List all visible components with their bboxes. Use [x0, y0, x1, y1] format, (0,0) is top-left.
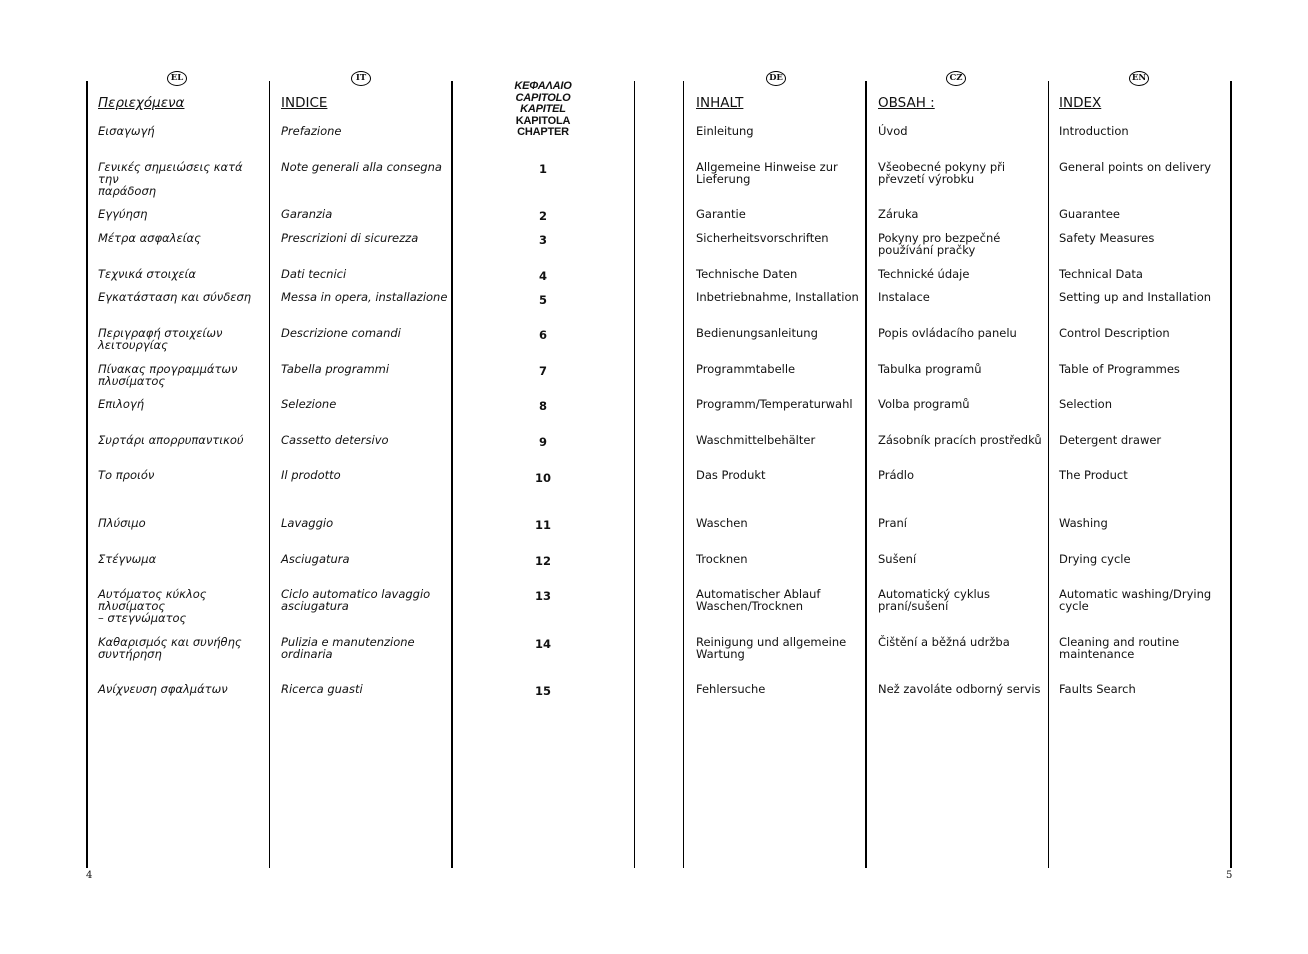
- column-en: [1059, 0, 1227, 870]
- toc-item: Prádlo: [878, 468, 915, 482]
- column-divider: [269, 81, 270, 868]
- toc-item: Guarantee: [1059, 207, 1120, 221]
- chapter-number: 13: [534, 589, 551, 603]
- toc-item: Table of Programmes: [1059, 362, 1180, 376]
- column-title-it: INDICE: [281, 95, 328, 111]
- toc-item: Technical Data: [1059, 267, 1143, 281]
- column-divider: [865, 81, 867, 868]
- toc-item: Fehlersuche: [696, 682, 766, 696]
- toc-item: Εισαγωγή: [98, 124, 155, 138]
- chapter-number: 12: [534, 554, 551, 568]
- language-badge-el: EL: [167, 71, 187, 86]
- toc-item: Introduction: [1059, 124, 1129, 138]
- toc-item: Prescrizioni di sicurezza: [281, 231, 419, 245]
- column-title-de: INHALT: [696, 95, 744, 111]
- toc-item: Note generali alla consegna: [281, 160, 442, 174]
- toc-item: Inbetriebnahme, Installation: [696, 290, 859, 304]
- chapter-number: 6: [538, 328, 547, 342]
- toc-item: Instalace: [878, 290, 930, 304]
- toc-item: Il prodotto: [281, 468, 341, 482]
- toc-item: Einleitung: [696, 124, 754, 138]
- chapter-heading-line: KAPITEL: [520, 103, 566, 115]
- toc-item: Waschmittelbehälter: [696, 433, 816, 447]
- toc-item: Záruka: [878, 207, 919, 221]
- chapter-number: 8: [538, 399, 547, 413]
- chapter-number: 7: [538, 364, 547, 378]
- column-de: [696, 0, 864, 870]
- column-cz: [878, 0, 1046, 870]
- toc-item: Επιλογή: [98, 397, 145, 411]
- column-divider: [1230, 81, 1232, 868]
- toc-item: Technické údaje: [878, 267, 970, 281]
- column-divider: [1048, 81, 1049, 868]
- language-badge-cz: CZ: [946, 71, 966, 86]
- toc-item: Garanzia: [281, 207, 333, 221]
- toc-item: Ciclo automatico lavaggio asciugatura: [281, 587, 431, 613]
- toc-item: Setting up and Installation: [1059, 290, 1212, 304]
- toc-item: Programm/Temperaturwahl: [696, 397, 853, 411]
- toc-item: Sušení: [878, 552, 917, 566]
- chapter-number: 5: [538, 293, 547, 307]
- language-badge-it: IT: [351, 71, 371, 86]
- toc-item: Trocknen: [696, 552, 748, 566]
- toc-item: Prefazione: [281, 124, 342, 138]
- toc-item: Τεχνικά στοιχεία: [98, 267, 197, 281]
- toc-item: Selection: [1059, 397, 1112, 411]
- toc-item: Tabella programmi: [281, 362, 390, 376]
- toc-item: Cleaning and routine maintenance: [1059, 635, 1180, 661]
- column-title-en: INDEX: [1059, 95, 1102, 111]
- toc-item: Το προιόν: [98, 468, 155, 482]
- chapter-number: 2: [538, 209, 547, 223]
- toc-item: Descrizione comandi: [281, 326, 401, 340]
- toc-item: Control Description: [1059, 326, 1170, 340]
- chapter-number: 1: [538, 162, 547, 176]
- toc-item: Αυτόματος κύκλος πλυσίματος – στεγνώματος: [98, 587, 207, 625]
- page-number-right: 5: [1226, 870, 1233, 881]
- toc-item: Čištění a běžná udržba: [878, 635, 1010, 649]
- toc-item: Automatic washing/Drying cycle: [1059, 587, 1212, 613]
- toc-item: Περιγραφή στοιχείων λειτουργίας: [98, 326, 223, 352]
- toc-item: Γενικές σημειώσεις κατά την παράδοση: [98, 160, 243, 198]
- language-badge-en: EN: [1129, 71, 1149, 86]
- toc-item: Waschen: [696, 516, 748, 530]
- column-divider: [683, 81, 684, 868]
- toc-item: Bedienungsanleitung: [696, 326, 818, 340]
- toc-item: Εγκατάσταση και σύνδεση: [98, 290, 252, 304]
- toc-item: Safety Measures: [1059, 231, 1155, 245]
- chapter-number: 9: [538, 435, 547, 449]
- column-divider: [451, 81, 453, 868]
- column-divider: [634, 81, 635, 868]
- column-divider: [86, 81, 88, 868]
- toc-item: Washing: [1059, 516, 1108, 530]
- page-number-left: 4: [86, 870, 93, 881]
- toc-item: Pokyny pro bezpečné používání pračky: [878, 231, 1001, 257]
- toc-item: Volba programů: [878, 397, 970, 411]
- toc-item: Dati tecnici: [281, 267, 347, 281]
- column-title-el: Περιεχόμενα: [98, 95, 185, 111]
- chapter-number: 3: [538, 233, 547, 247]
- chapter-number: 10: [534, 471, 551, 485]
- chapter-number: 4: [538, 269, 547, 283]
- column-it: [281, 0, 451, 870]
- chapter-heading: [483, 81, 603, 139]
- toc-item: Asciugatura: [281, 552, 350, 566]
- column-chapter: [483, 0, 603, 870]
- chapter-heading-line: KAPITOLA: [515, 114, 571, 127]
- chapter-heading-line: CAPITOLO: [515, 91, 571, 104]
- toc-item: Pulizia e manutenzione ordinaria: [281, 635, 415, 661]
- toc-item: Ανίχνευση σφαλμάτων: [98, 682, 228, 696]
- toc-item: Καθαρισμός και συνήθης συντήρηση: [98, 635, 242, 661]
- toc-item: Μέτρα ασφαλείας: [98, 231, 201, 245]
- toc-item: Než zavoláte odborný servis: [878, 682, 1041, 696]
- toc-item: Automatischer Ablauf Waschen/Trocknen: [696, 587, 821, 613]
- toc-item: Συρτάρι απορρυπαντικού: [98, 433, 244, 447]
- toc-item: Allgemeine Hinweise zur Lieferung: [696, 160, 838, 186]
- chapter-number: 15: [534, 684, 551, 698]
- toc-item: Technische Daten: [696, 267, 798, 281]
- toc-item: Sicherheitsvorschriften: [696, 231, 829, 245]
- toc-item: General points on delivery: [1059, 160, 1212, 174]
- toc-item: Automatický cyklus praní/sušení: [878, 587, 990, 613]
- toc-item: Garantie: [696, 207, 746, 221]
- toc-item: Das Produkt: [696, 468, 766, 482]
- toc-item: Popis ovládacího panelu: [878, 326, 1017, 340]
- toc-item: Cassetto detersivo: [281, 433, 389, 447]
- toc-item: The Product: [1059, 468, 1128, 482]
- language-badge-de: DE: [766, 71, 786, 86]
- toc-item: Πίνακας προγραμμάτων πλυσίματος: [98, 362, 238, 388]
- toc-item: Zásobník pracích prostředků: [878, 433, 1042, 447]
- toc-item: Messa in opera, installazione: [281, 290, 448, 304]
- column-title-cz: OBSAH :: [878, 95, 935, 111]
- toc-item: Praní: [878, 516, 907, 530]
- chapter-number: 11: [534, 518, 551, 532]
- column-el: [98, 0, 268, 870]
- toc-item: Στέγνωμα: [98, 552, 157, 566]
- toc-item: Detergent drawer: [1059, 433, 1162, 447]
- toc-item: Ricerca guasti: [281, 682, 363, 696]
- toc-item: Programmtabelle: [696, 362, 796, 376]
- chapter-number: 14: [534, 637, 551, 651]
- toc-item: Εγγύηση: [98, 207, 148, 221]
- chapter-heading-line: CHAPTER: [517, 126, 569, 138]
- toc-item: Lavaggio: [281, 516, 334, 530]
- toc-item: Tabulka programů: [878, 362, 982, 376]
- toc-item: Faults Search: [1059, 682, 1136, 696]
- toc-item: Úvod: [878, 124, 908, 138]
- toc-item: Všeobecné pokyny při převzetí výrobku: [878, 160, 1006, 186]
- toc-item: Reinigung und allgemeine Wartung: [696, 635, 847, 661]
- chapter-heading-line: ΚΕΦΑΛΑΙΟ: [514, 80, 572, 92]
- toc-item: Drying cycle: [1059, 552, 1131, 566]
- toc-item: Selezione: [281, 397, 337, 411]
- toc-item: Πλύσιμο: [98, 516, 146, 530]
